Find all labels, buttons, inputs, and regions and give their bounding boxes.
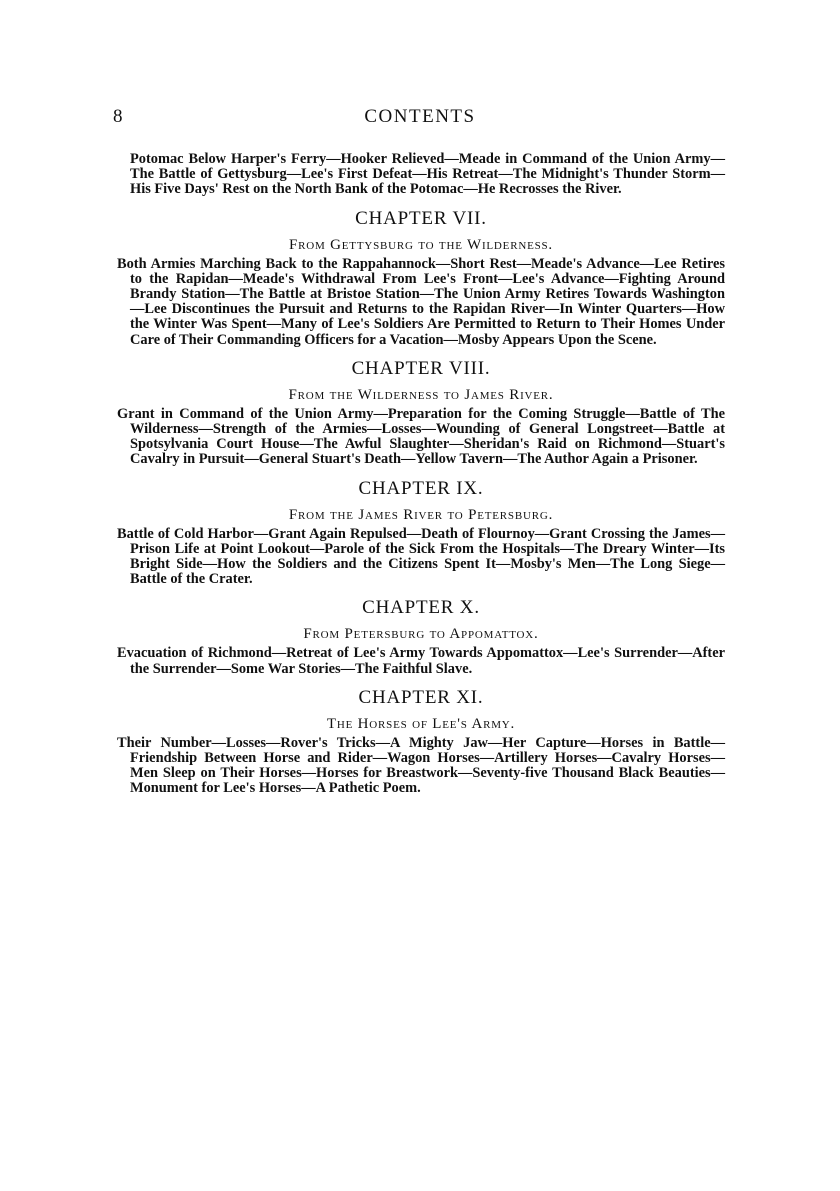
chapter-title: From Gettysburg to the Wilderness. <box>289 236 553 253</box>
chapter-summary: Their Number—Losses—Rover's Tricks—A Mighty Jaw—Her Capture—Horses in Battle—Friendship Between Horse and Rider—Wagon Horses—Artillery Horses—Cavalry Horses—Men Sleep on Their Horses—Horses for Breastwork—Seventy-five Thousand Black Beauties—Monument for Lee's Horses—A Pathetic Poem. <box>117 734 725 797</box>
chapter-heading: CHAPTER X. <box>362 597 480 619</box>
chapter-heading: CHAPTER IX. <box>358 477 484 499</box>
chapter-heading: CHAPTER VIII. <box>351 357 491 379</box>
chapter-summary: Grant in Command of the Union Army—Preparation for the Coming Struggle—Battle of The Wilderness—Strength of the Armies—Losses—Wounding of General Longstreet—Battle at Spotsylvania Court House—The Awful Slaughter—Sheridan's Raid on Richmond—Stuart's Cavalry in Pursuit—General Stuart's Death—Yellow Tavern—The Author Again a Prisoner. <box>117 405 725 468</box>
page-number: 8 <box>113 106 123 127</box>
chapter-ix-entry <box>117 478 725 588</box>
continued-summary: Potomac Below Harper's Ferry—Hooker Relieved—Meade in Command of the Union Army—The Battle of Gettysburg—Lee's First Defeat—His Retreat—The Midnight's Thunder Storm—His Five Days' Rest on the North Bank of the Potomac—He Recrosses the River. <box>130 151 725 198</box>
chapter-x-entry <box>117 597 725 676</box>
chapter-viii-entry <box>117 358 725 468</box>
chapter-summary: Both Armies Marching Back to the Rappahannock—Short Rest—Meade's Advance—Lee Retires to the Rapidan—Meade's Withdrawal From Lee's Front—Lee's Advance—Fighting Around Brandy Station—The Battle at Bristoe Station—The Union Army Retires Towards Washington—Lee Discontinues the Pursuit and Returns to the Rapidan River—In Winter Quarters—How the Winter Was Spent—Many of Lee's Soldiers Are Permitted to Return to Their Homes Under Care of Their Commanding Officers for a Vacation—Mosby Appears Upon the Scene. <box>117 255 725 348</box>
chapter-title: From the Wilderness to James River. <box>288 386 554 403</box>
chapter-title: From Petersburg to Appomattox. <box>303 626 539 643</box>
chapter-heading: CHAPTER VII. <box>355 207 487 229</box>
chapter-summary: Battle of Cold Harbor—Grant Again Repulsed—Death of Flournoy—Grant Crossing the James—Prison Life at Point Lookout—Parole of the Sick From the Hospitals—The Dreary Winter—Its Bright Side—How the Soldiers and the Citizens Spent It—Mosby's Men—The Long Siege—Battle of the Crater. <box>117 525 725 588</box>
chapter-vii-entry <box>117 208 725 348</box>
chapter-summary: Evacuation of Richmond—Retreat of Lee's Army Towards Appomattox—Lee's Surrender—After the Surrender—Some War Stories—The Faithful Slave. <box>117 645 725 677</box>
chapter-title: From the James River to Petersburg. <box>288 506 554 523</box>
chapter-title: The Horses of Lee's Army. <box>326 715 516 732</box>
contents-body <box>117 152 725 797</box>
chapter-xi-entry <box>117 687 725 797</box>
running-head: CONTENTS <box>364 106 476 127</box>
chapter-heading: CHAPTER XI. <box>358 686 484 708</box>
page-header <box>113 106 727 130</box>
